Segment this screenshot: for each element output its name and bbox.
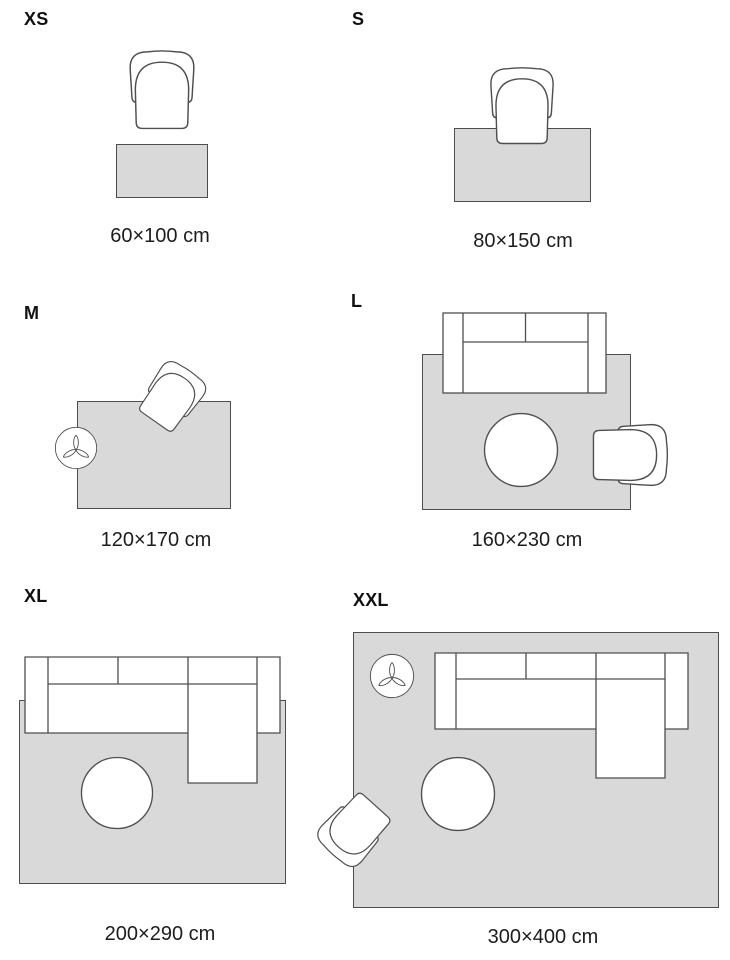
rug-xs	[116, 144, 208, 198]
dimension-text-l: 160×230 cm	[471, 529, 583, 551]
size-label-s: S	[352, 9, 365, 29]
armchair-icon	[119, 44, 205, 132]
dimension-text-xxl: 300×400 cm	[487, 926, 599, 948]
size-label-l: L	[351, 291, 363, 311]
size-label-m: M	[24, 303, 40, 323]
size-label-xxl: XXL	[353, 590, 389, 610]
dimension-text-xl: 200×290 cm	[104, 923, 216, 945]
ottoman-icon	[483, 412, 559, 488]
size-label-xs: XS	[24, 9, 49, 29]
sofa-icon	[442, 312, 608, 395]
ottoman-icon	[420, 756, 496, 832]
dimension-text-s: 80×150 cm	[473, 230, 573, 252]
plant-icon	[369, 653, 415, 699]
plant-icon	[54, 426, 98, 470]
dimension-text-xs: 60×100 cm	[110, 225, 210, 247]
ottoman-icon	[80, 756, 154, 830]
dimension-text-m: 120×170 cm	[100, 529, 212, 551]
armchair-icon	[480, 60, 564, 148]
armchair-icon	[591, 414, 673, 496]
size-label-xl: XL	[24, 586, 48, 606]
